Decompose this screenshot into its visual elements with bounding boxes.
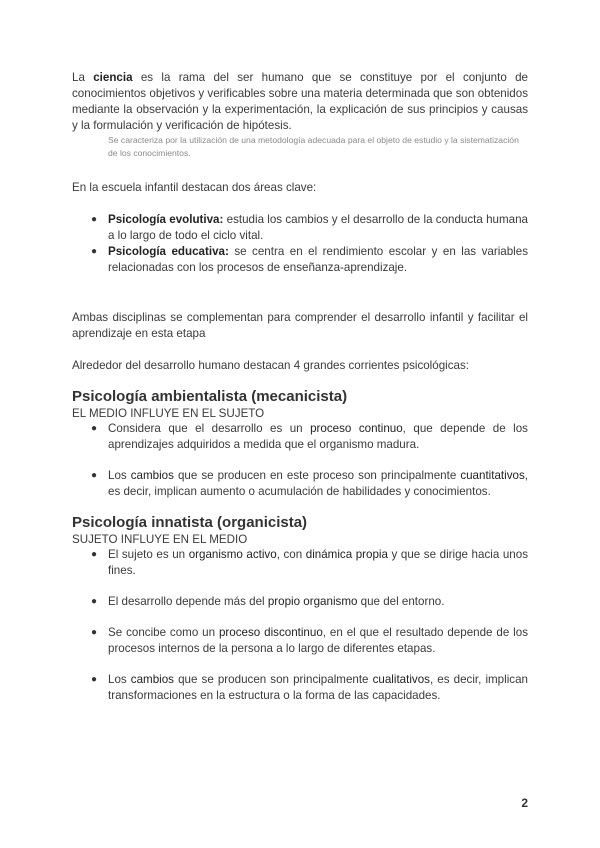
list-item: ● El sujeto es un organismo activo, con dinámica propia y que se dirige hacia unos fines. [91, 548, 528, 577]
section-subtitle-ambientalista: EL MEDIO INFLUYE EN EL SUJETO [72, 407, 265, 420]
page-number: 2 [521, 796, 528, 810]
list-item: ● Psicología evolutiva: estudia los cambios y el desarrollo de la conducta humana a lo largo de todo el ciclo vital. [91, 213, 528, 242]
list-item: ● Los cambios que se producen son principalmente cualitativos, es decir, implican transformaciones en la estructura o la forma de las capacidades. [91, 673, 528, 702]
bullet-icon: ● [91, 674, 98, 685]
intro-note: Se caracteriza por la utilización de una metodología adecuada para el objeto de estudio y la sistematización de los conocimientos. [108, 135, 519, 158]
section-title-innatista: Psicología innatista (organicista) [72, 514, 308, 531]
list-item: ● El desarrollo depende más del propio organismo que del entorno. [91, 595, 445, 608]
list-item: ● Psicología educativa: se centra en el rendimiento escolar y en las variables relacionadas con los procesos de enseñanza-aprendizaje. [91, 245, 528, 274]
section-title-ambientalista: Psicología ambientalista (mecanicista) [72, 388, 348, 405]
section-subtitle-innatista: SUJETO INFLUYE EN EL MEDIO [72, 533, 248, 546]
document-page [72, 70, 528, 704]
list-item: ● Considera que el desarrollo es un proceso continuo, que depende de los aprendizajes adquiridos a medida que el organismo madura. [91, 422, 528, 451]
complement-paragraph: Ambas disciplinas se complementan para comprender el desarrollo infantil y facilitar el aprendizaje en esta etapa [72, 311, 528, 340]
bullet-icon: ● [91, 214, 98, 225]
bullet-icon: ● [91, 470, 98, 481]
currents-paragraph: Alrededor del desarrollo humano destacan 4 grandes corrientes psicológicas: [72, 359, 469, 372]
bullet-icon: ● [91, 423, 98, 434]
list-item: ● Los cambios que se producen en este proceso son principalmente cuantitativos, es decir, implican aumento o acumulación de habilidades y conocimientos. [91, 469, 528, 498]
bullet-icon: ● [91, 246, 98, 257]
list-item: ● Se concibe como un proceso discontinuo, en el que el resultado depende de los procesos internos de la persona a lo largo de diferentes etapas. [91, 626, 528, 655]
bullet-icon: ● [91, 596, 98, 607]
areas-list [72, 212, 528, 276]
bullet-icon: ● [91, 549, 98, 560]
ambientalista-list [72, 421, 528, 500]
term-ciencia: ciencia [93, 71, 133, 84]
intro-paragraph: La ciencia es la rama del ser humano que se constituye por el conjunto de conocimientos objetivos y verificables sobre una materia determinada que son obtenidos mediante la observación y la experimentación, la explicación de sus principios y causas y la formulación y verificación de hipótesis. [72, 71, 528, 132]
areas-lead: En la escuela infantil destacan dos áreas clave: [72, 181, 317, 194]
bullet-icon: ● [91, 627, 98, 638]
innatista-list [72, 547, 528, 704]
